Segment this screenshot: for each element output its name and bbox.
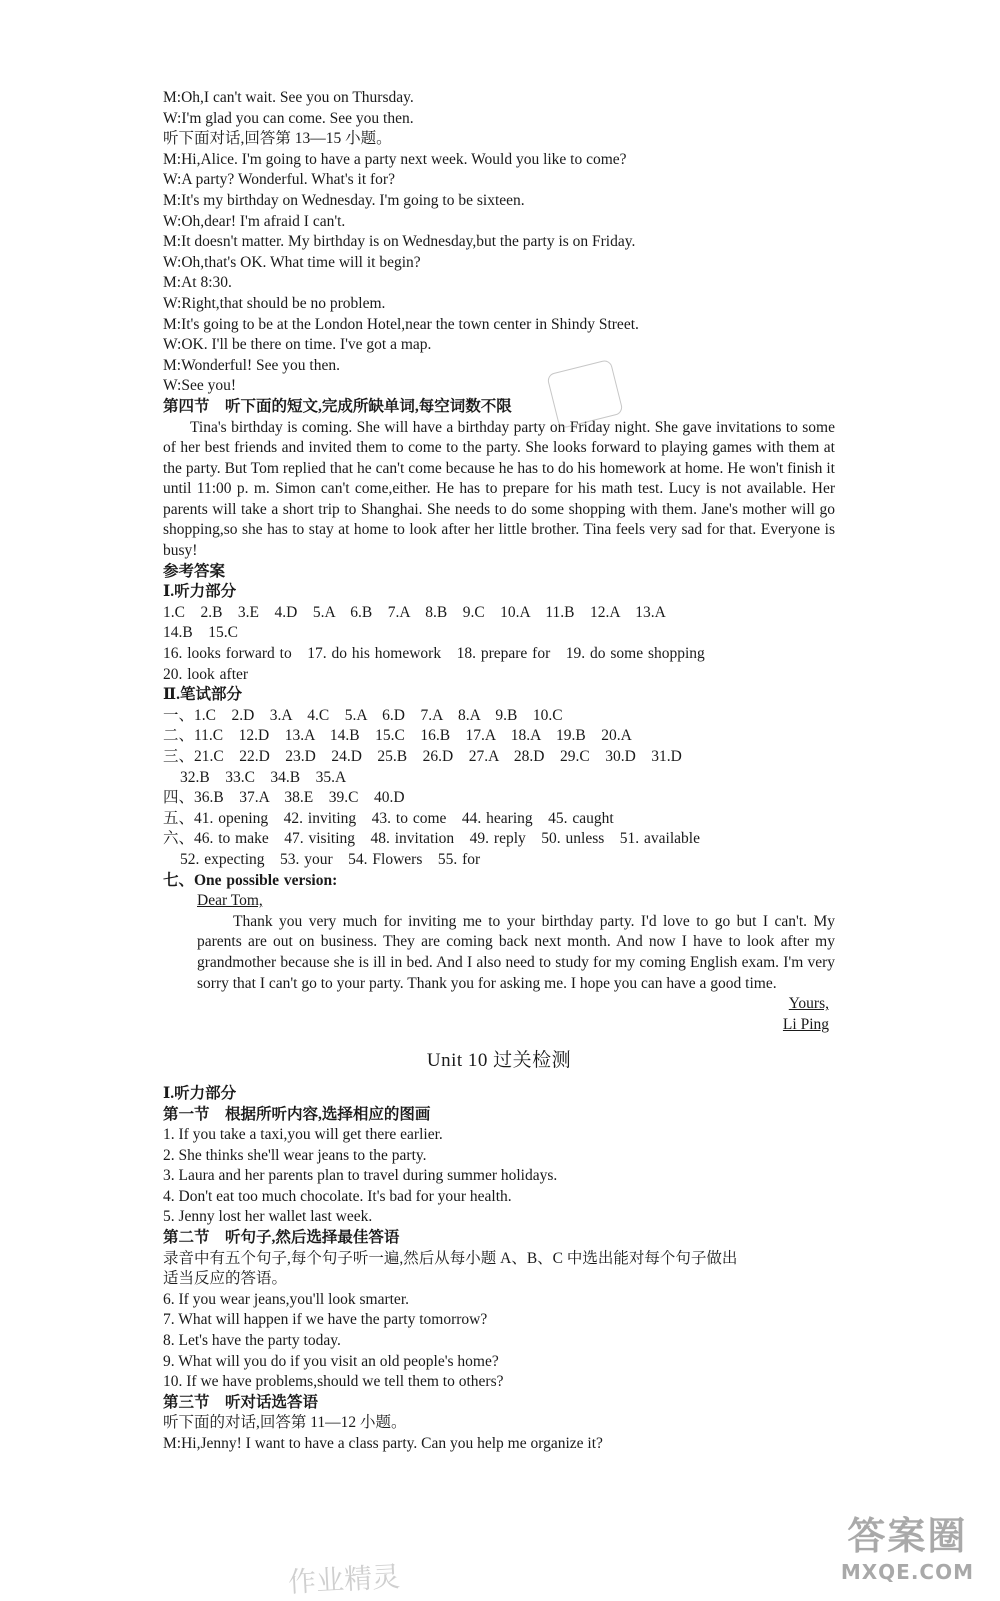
dialogue-line: M:It's going to be at the London Hotel,near the town center in Shindy Street.: [163, 315, 639, 333]
dialogue-line: 听下面对话,回答第 13—15 小题。: [163, 130, 392, 148]
dialogue-line: W:Oh,dear! I'm afraid I can't.: [163, 212, 346, 230]
answer-row: 52. expecting 53. your 54. Flowers 55. for: [180, 850, 481, 868]
dialogue-line: W:I'm glad you can come. See you then.: [163, 109, 414, 127]
watermark-logo-title: 答案圈: [847, 1514, 968, 1558]
question-item: 9. What will you do if you visit an old people's home?: [163, 1352, 499, 1370]
answer-row: 一、1.C 2.D 3.A 4.C 5.A 6.D 7.A 8.A 9.B 10.C: [163, 706, 563, 724]
dialogue-line: M:Wonderful! See you then.: [163, 356, 340, 374]
answer-row: 20. look after: [163, 665, 249, 683]
question-item: 7. What will happen if we have the party tomorrow?: [163, 1311, 488, 1329]
section-2-intro: 录音中有五个句子,每个句子听一遍,然后从每小题 A、B、C 中选出能对每个句子做出: [163, 1249, 738, 1267]
question-item: 3. Laura and her parents plan to travel during summer holidays.: [163, 1167, 558, 1185]
page-content: [163, 88, 835, 1455]
unit-title: Unit 10 过关检测: [426, 1050, 572, 1072]
question-item: 8. Let's have the party today.: [163, 1332, 341, 1350]
sample-letter: [163, 891, 835, 1035]
question-item: 10. If we have problems,should we tell them to others?: [163, 1373, 504, 1391]
dialogue-line: W:See you!: [163, 377, 237, 395]
answer-row: 二、11.C 12.D 13.A 14.B 15.C 16.B 17.A 18.A 19.B 20.A: [163, 727, 632, 745]
section-4-title: 第四节 听下面的短文,完成所缺单词,每空词数不限: [163, 397, 512, 415]
dialogue-line: W:OK. I'll be there on time. I've got a map.: [163, 336, 432, 354]
watermark-logo-url: MXQE.COM: [840, 1560, 974, 1584]
answer-row: 五、41. opening 42. inviting 43. to come 44. hearing 45. caught: [163, 809, 614, 827]
letter-body: Thank you very much for inviting me to your birthday party. I'd love to go but I can't. My parents are out on business. They are coming back next month. And now I have to look after my grandmother because she is ill in bed. And I also need to study for my coming English exam. I'm very sorry that I can't go to your party. Thank you for asking me. I hope you can have a good time.: [197, 912, 835, 992]
section-2-intro: 适当反应的答语。: [163, 1270, 288, 1288]
section-1-title: 第一节 根据所听内容,选择相应的图画: [163, 1105, 431, 1123]
unit-listening-title: Ⅰ.听力部分: [163, 1084, 237, 1102]
letter-greeting: Dear Tom,: [197, 892, 263, 910]
dialogue-line: M:Hi,Jenny! I want to have a class party. Can you help me organize it?: [163, 1435, 603, 1452]
dialogue-line: W:Right,that should be no problem.: [163, 294, 386, 312]
passage-text: Tina's birthday is coming. She will have a birthday party on Friday night. She gave invitations to some of her best friends and invited them to come to the party. She looks forward to playing games with them at the party. But Tom replied that he can't come because he has to do his homework at home. He won't finish it until 11:00 p. m. Simon can't come,either. He has to prepare for his math test. Lucy is not available. Her parents will take a short trip to Shanghai. She needs to do some shopping with them. Jane's mother will go shopping,so she has to stay at home to look after her little brother. Tina feels very sad for that. Everyone is busy!: [163, 418, 835, 560]
dialogue-line: M:At 8:30.: [163, 274, 232, 292]
answer-row: 三、21.C 22.D 23.D 24.D 25.B 26.D 27.A 28.D 29.C 30.D 31.D: [163, 748, 682, 765]
dialogue-line: M:It's my birthday on Wednesday. I'm going to be sixteen.: [163, 191, 525, 209]
answer-row: 七、One possible version:: [163, 871, 338, 889]
writing-part-title: Ⅱ.笔试部分: [163, 686, 242, 704]
answer-row: 四、36.B 37.A 38.E 39.C 40.D: [163, 789, 405, 807]
watermark-logo: [841, 1505, 974, 1584]
question-item: 5. Jenny lost her wallet last week.: [163, 1208, 373, 1226]
listening-part-title: Ⅰ.听力部分: [163, 583, 237, 601]
answer-row: 32.B 33.C 34.B 35.A: [180, 768, 347, 786]
answers-title: 参考答案: [163, 562, 226, 580]
letter-signature: Li Ping: [782, 1015, 829, 1033]
answer-row: 六、46. to make 47. visiting 48. invitation 49. reply 50. unless 51. available: [163, 830, 700, 848]
answer-row: 16. looks forward to 17. do his homework 18. prepare for 19. do some shopping: [163, 645, 705, 663]
question-item: 4. Don't eat too much chocolate. It's bad for your health.: [163, 1187, 512, 1205]
answer-row: 1.C 2.B 3.E 4.D 5.A 6.B 7.A 8.B 9.C 10.A 11.B 12.A 13.A: [163, 603, 666, 621]
question-item: 2. She thinks she'll wear jeans to the party.: [163, 1146, 427, 1164]
dialogue-block: [163, 88, 835, 397]
dialogue-line: W:Oh,that's OK. What time will it begin?: [163, 253, 421, 271]
question-item: 6. If you wear jeans,you'll look smarter.: [163, 1290, 409, 1308]
answer-row: 14.B 15.C: [163, 624, 238, 642]
dialogue-line: M:Oh,I can't wait. See you on Thursday.: [163, 89, 414, 106]
section-2-title: 第二节 听句子,然后选择最佳答语: [163, 1229, 400, 1247]
section-3-intro: 听下面的对话,回答第 11—12 小题。: [163, 1414, 407, 1432]
dialogue-line: W:A party? Wonderful. What's it for?: [163, 171, 395, 189]
watermark-text: 作业精灵: [287, 1560, 401, 1599]
dialogue-line: M:It doesn't matter. My birthday is on Wednesday,but the party is on Friday.: [163, 233, 636, 251]
question-item: 1. If you take a taxi,you will get there earlier.: [163, 1126, 443, 1144]
dialogue-line: M:Hi,Alice. I'm going to have a party next week. Would you like to come?: [163, 150, 627, 168]
letter-closing: Yours,: [788, 995, 829, 1013]
section-3-title: 第三节 听对话选答语: [163, 1393, 319, 1411]
